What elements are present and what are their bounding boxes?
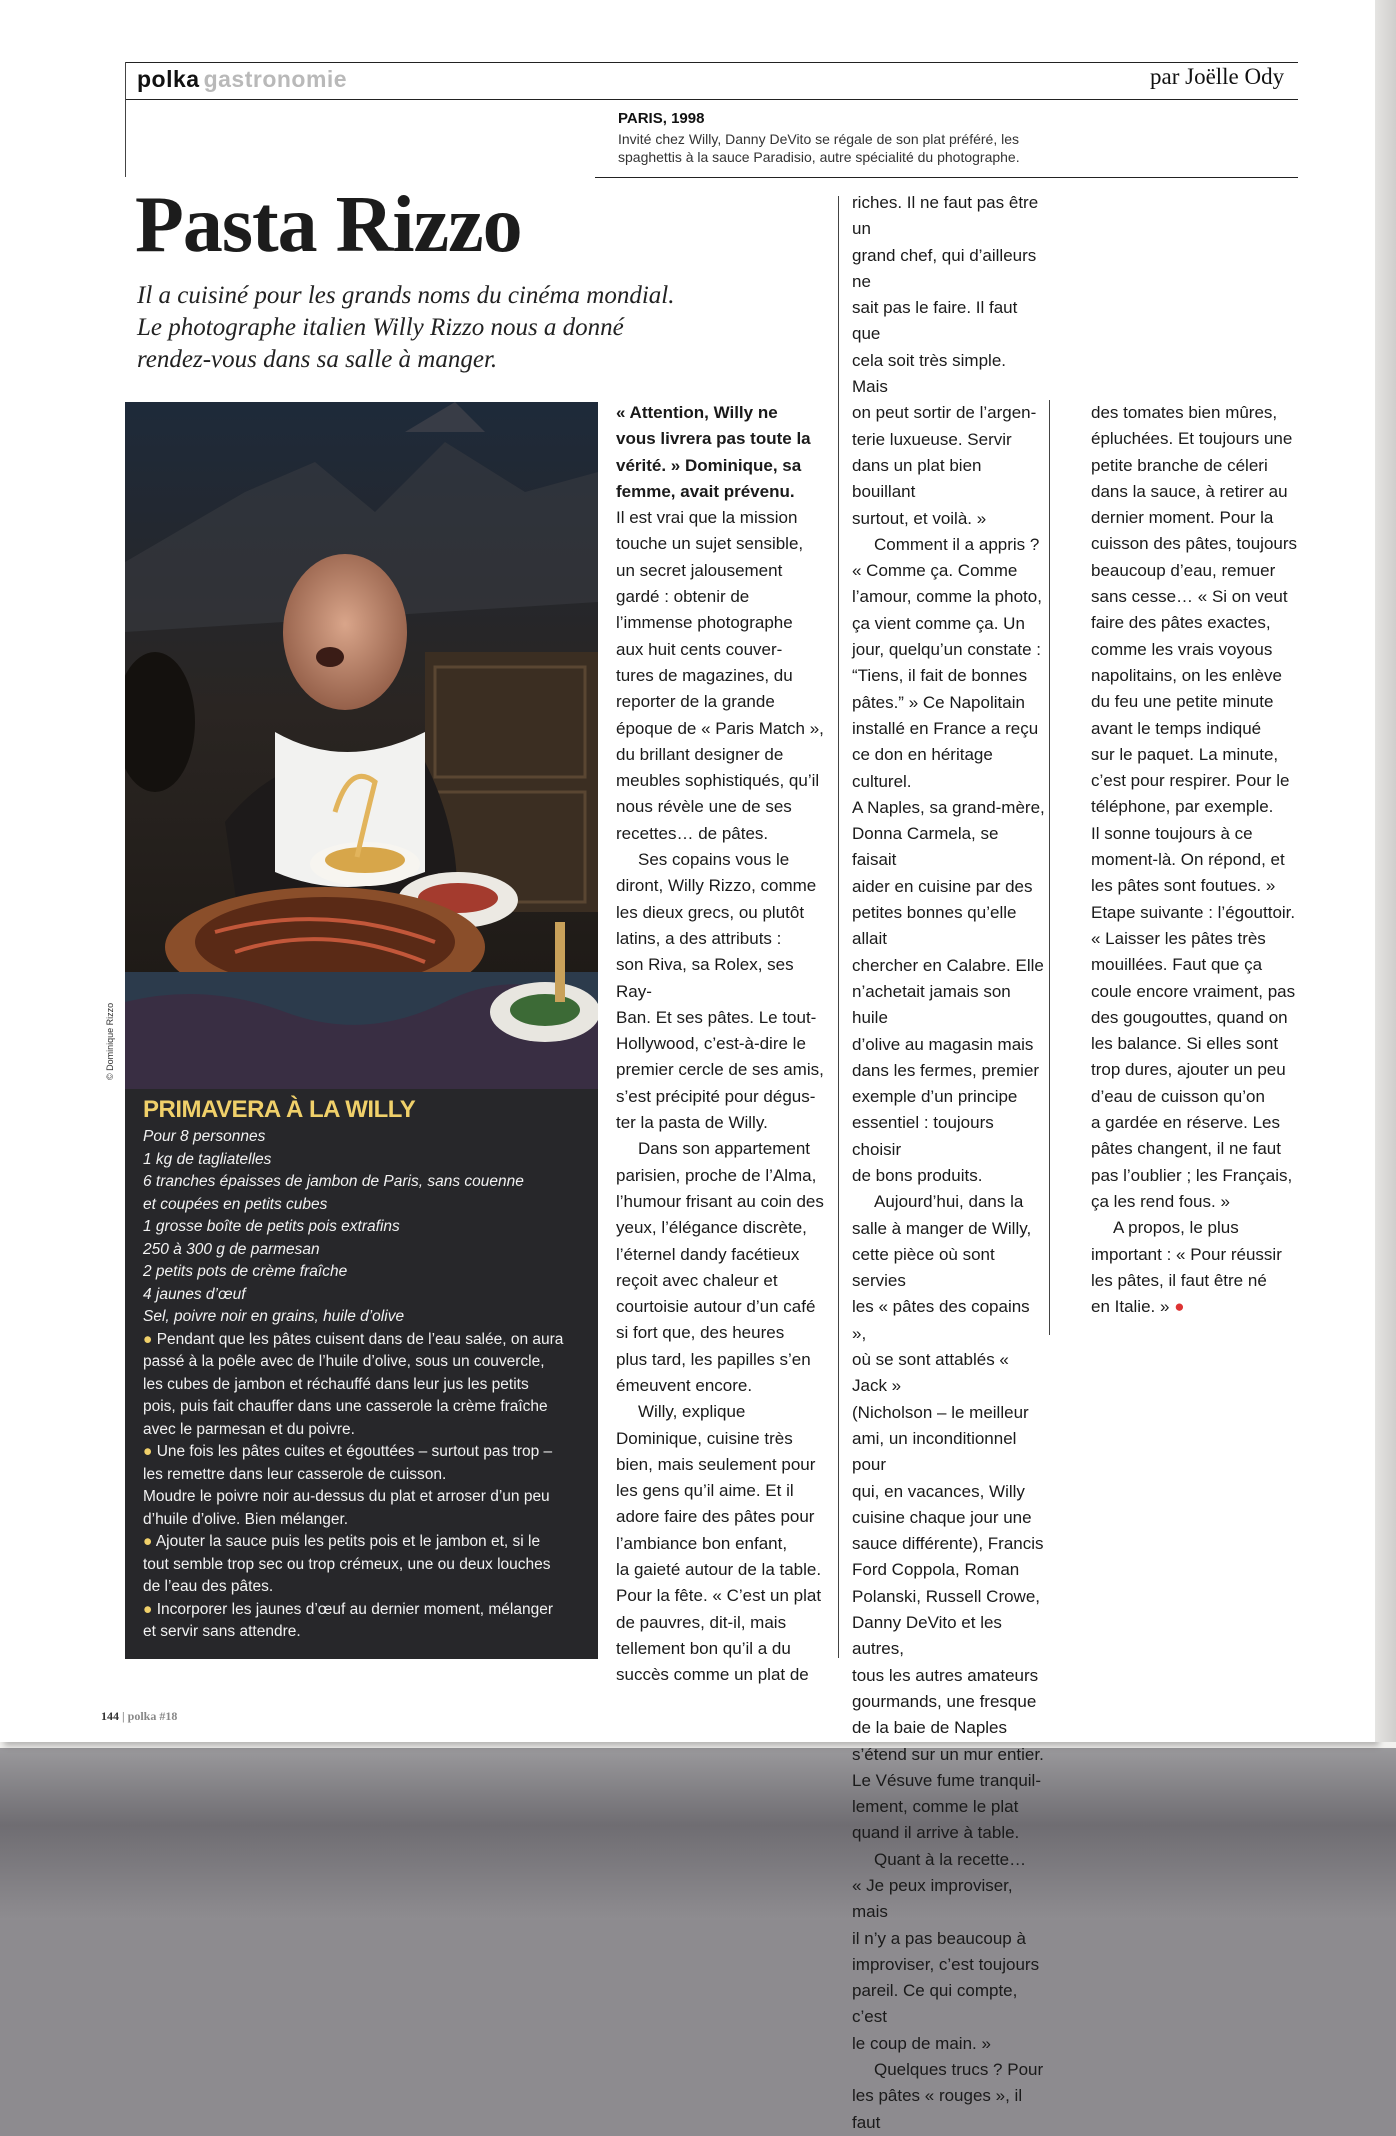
text-line: “Tiens, il fait de bonnes bbox=[852, 666, 1028, 686]
text-line: important : « Pour réussir bbox=[1091, 1244, 1282, 1264]
text-line: latins, a des attributs : bbox=[616, 928, 782, 948]
text-line: beaucoup d’eau, remuer bbox=[1091, 560, 1276, 580]
text-line: cuisson des pâtes, toujours bbox=[1091, 534, 1298, 554]
recipe-step-line: de l’eau des pâtes. bbox=[143, 1578, 274, 1595]
bullet-icon: ● bbox=[143, 1443, 153, 1460]
recipe-title: PRIMAVERA À LA WILLY bbox=[143, 1096, 416, 1123]
text-line: courtoisie autour d’un café bbox=[616, 1297, 816, 1317]
text-line: où se sont attablés « Jack » bbox=[852, 1350, 1009, 1396]
caption-line: spaghettis à la sauce Paradisio, autre spécialité du photographe. bbox=[618, 149, 1020, 165]
text-line: parisien, proche de l’Alma, bbox=[616, 1165, 817, 1185]
text-line: cela soit très simple. Mais bbox=[852, 350, 1006, 397]
text-line: de la baie de Naples bbox=[852, 1718, 1008, 1738]
text-line: Danny DeVito et les autres, bbox=[852, 1613, 1002, 1659]
text-line: riches. Il ne faut pas être un bbox=[852, 193, 1039, 239]
text-line: dans la sauce, à retirer au bbox=[1091, 481, 1288, 501]
text-line: quand il arrive à table. bbox=[852, 1823, 1020, 1843]
article-column-3 bbox=[1091, 400, 1311, 1320]
text-line: les pâtes, il faut être né bbox=[1091, 1270, 1267, 1290]
footer-magazine: polka bbox=[127, 1709, 157, 1723]
article-photo bbox=[125, 402, 598, 1089]
text-line: sauce différente), Francis bbox=[852, 1534, 1044, 1554]
text-line: dernier moment. Pour la bbox=[1091, 508, 1274, 528]
header-bottom-rule bbox=[125, 99, 1298, 100]
recipe-step-line: ● Pendant que les pâtes cuisent dans de l’eau salée, on aura bbox=[143, 1330, 564, 1348]
text-line: Ses copains vous le bbox=[638, 850, 790, 870]
text-line: ça vient comme ça. Un bbox=[852, 613, 1025, 633]
text-line: ce don en héritage culturel. bbox=[852, 745, 993, 791]
text-line: petite branche de céleri bbox=[1091, 455, 1268, 475]
bullet-icon: ● bbox=[143, 1533, 153, 1550]
text-line: terie luxueuse. Servir bbox=[852, 429, 1012, 449]
recipe-step-line: tout semble trop sec ou trop crémeux, une ou deux louches bbox=[143, 1555, 551, 1573]
text-line: d’eau de cuisson qu’on bbox=[1091, 1086, 1265, 1106]
lead-line: « Attention, Willy ne bbox=[616, 403, 778, 422]
header-left-rule bbox=[125, 62, 126, 177]
text-line: plus tard, les papilles s’en bbox=[616, 1349, 811, 1369]
text-line: Pour la fête. « C’est un plat bbox=[616, 1586, 822, 1606]
text-line: succès comme un plat de bbox=[616, 1665, 809, 1685]
text-line: l’ambiance bon enfant, bbox=[616, 1533, 788, 1553]
recipe-step-line: les remettre dans leur casserole de cuisson. bbox=[143, 1465, 447, 1483]
text-line: tous les autres amateurs bbox=[852, 1665, 1039, 1685]
text-line: s’étend sur un mur entier. bbox=[852, 1744, 1044, 1764]
text-line: nous révèle une de ses bbox=[616, 797, 792, 817]
text-line: en Italie. » ● bbox=[1091, 1297, 1185, 1317]
recipe-step-line: et servir sans attendre. bbox=[143, 1623, 301, 1640]
article-headline: Pasta Rizzo bbox=[135, 181, 522, 269]
text-line: le coup de main. » bbox=[852, 2033, 991, 2053]
text-line: pareil. Ce qui compte, c’est bbox=[852, 1981, 1018, 2027]
text-line: adore faire des pâtes pour bbox=[616, 1507, 815, 1527]
text-line: Le Vésuve fume tranquil- bbox=[852, 1770, 1041, 1790]
text-line: les dieux grecs, ou plutôt bbox=[616, 902, 805, 922]
text-line: Dominique, cuisine très bbox=[616, 1428, 793, 1448]
text-line: chercher en Calabre. Elle bbox=[852, 955, 1044, 975]
caption-line: Invité chez Willy, Danny DeVito se régale de son plat préféré, les bbox=[618, 131, 1020, 147]
text-line: (Nicholson – le meilleur bbox=[852, 1402, 1029, 1422]
text-line: tures de magazines, du bbox=[616, 665, 793, 685]
text-line: petites bonnes qu’elle allait bbox=[852, 903, 1017, 949]
text-line: de pauvres, dit-il, mais bbox=[616, 1612, 787, 1632]
text-line: cette pièce où sont servies bbox=[852, 1244, 995, 1291]
text-line: meubles sophistiqués, qu’il bbox=[616, 771, 820, 791]
text-line: Etape suivante : l’égouttoir. bbox=[1091, 902, 1296, 922]
column-rule bbox=[1049, 400, 1050, 1335]
recipe-step-line: pois, puis fait chauffer dans une casserole la crème fraîche bbox=[143, 1398, 548, 1415]
text-line: sans cesse… « Si on veut bbox=[1091, 587, 1288, 607]
text-line: n’achetait jamais son huile bbox=[852, 981, 1011, 1028]
text-line: coule encore vraiment, pas bbox=[1091, 981, 1296, 1001]
text-line: moment-là. On répond, et bbox=[1091, 850, 1285, 870]
text-line: les pâtes sont foutues. » bbox=[1091, 876, 1276, 896]
text-line: dans un plat bien bouillant bbox=[852, 455, 982, 502]
text-line: du feu une petite minute bbox=[1091, 692, 1274, 712]
text-line: salle à manger de Willy, bbox=[852, 1218, 1032, 1238]
text-line: pâtes changent, il ne faut bbox=[1091, 1139, 1281, 1159]
text-line: Dans son appartement bbox=[638, 1139, 810, 1159]
section-subname: gastronomie bbox=[203, 66, 348, 92]
recipe-step-line: les cubes de jambon et réchauffé dans leur jus les petits bbox=[143, 1375, 529, 1393]
text-line: Hollywood, c’est-à-dire le bbox=[616, 1034, 806, 1054]
page-number: 144 bbox=[101, 1709, 119, 1723]
recipe-ingredient: 4 jaunes d’œuf bbox=[143, 1285, 246, 1303]
recipe-step-line: avec le parmesan et du poivre. bbox=[143, 1420, 355, 1438]
text-line: les balance. Si elles sont bbox=[1091, 1034, 1279, 1054]
text-line: c’est pour respirer. Pour le bbox=[1091, 771, 1290, 791]
recipe-ingredient: 1 kg de tagliatelles bbox=[143, 1150, 272, 1168]
text-line: son Riva, sa Rolex, ses Ray- bbox=[616, 955, 794, 1001]
scanner-bed bbox=[0, 1748, 1396, 1920]
column-rule bbox=[838, 196, 839, 1658]
text-line: napolitains, on les enlève bbox=[1091, 665, 1282, 685]
text-line: émeuvent encore. bbox=[616, 1375, 753, 1395]
text-line: ami, un inconditionnel pour bbox=[852, 1428, 1017, 1475]
recipe-step-line: Moudre le poivre noir au-dessus du plat et arroser d’un peu bbox=[143, 1488, 550, 1505]
text-line: Comment il a appris ? bbox=[874, 534, 1040, 554]
text-line: surtout, et voilà. » bbox=[852, 508, 987, 528]
text-line: improviser, c’est toujours bbox=[852, 1954, 1040, 1974]
section-name: polka bbox=[137, 66, 200, 92]
page-edge bbox=[1375, 0, 1396, 1742]
recipe-step-line: ● Une fois les pâtes cuites et égouttées – surtout pas trop – bbox=[143, 1443, 553, 1460]
photo-caption bbox=[618, 130, 1078, 166]
text-line: pâtes.” » Ce Napolitain bbox=[852, 692, 1025, 712]
text-line: « Laisser les pâtes très bbox=[1091, 928, 1266, 948]
text-line: recettes… de pâtes. bbox=[616, 823, 769, 843]
header-top-rule bbox=[125, 62, 1298, 63]
text-line: aux huit cents couver- bbox=[616, 639, 783, 659]
text-line: Aujourd’hui, dans la bbox=[874, 1192, 1024, 1212]
recipe-ingredient: 6 tranches épaisses de jambon de Paris, sans couenne bbox=[143, 1173, 524, 1190]
text-line: jour, quelqu’un constate : bbox=[852, 640, 1042, 660]
text-line: Polanski, Russell Crowe, bbox=[852, 1586, 1041, 1606]
recipe-ingredient: 2 petits pots de crème fraîche bbox=[143, 1263, 348, 1280]
text-line: comme les vrais voyous bbox=[1091, 639, 1273, 659]
text-line: mouillées. Faut que ça bbox=[1091, 955, 1263, 975]
text-line: tellement bon qu’il a du bbox=[616, 1638, 791, 1658]
text-line: « Comme ça. Comme bbox=[852, 561, 1018, 581]
text-line: l’humour frisant au coin des bbox=[616, 1191, 824, 1211]
article-column-2 bbox=[852, 190, 1046, 2136]
author-byline: par Joëlle Ody bbox=[1150, 64, 1285, 89]
text-line: la gaieté autour de la table. bbox=[616, 1560, 822, 1580]
text-line: trop dures, ajouter un peu bbox=[1091, 1060, 1286, 1080]
text-line: gardé : obtenir de bbox=[616, 587, 750, 607]
deck-line: Le photographe italien Willy Rizzo nous a donné bbox=[137, 314, 624, 341]
text-line: dans les fermes, premier bbox=[852, 1060, 1040, 1080]
text-line: A propos, le plus bbox=[1113, 1218, 1239, 1238]
text-line: téléphone, par exemple. bbox=[1091, 797, 1274, 817]
text-line: l’éternel dandy facétieux bbox=[616, 1244, 800, 1264]
bullet-icon: ● bbox=[143, 1330, 153, 1348]
recipe-ingredient: 1 grosse boîte de petits pois extrafins bbox=[143, 1218, 400, 1235]
text-line: grand chef, qui d’ailleurs ne bbox=[852, 245, 1037, 291]
lead-line: vérité. » Dominique, sa bbox=[616, 455, 802, 475]
text-line: du brillant designer de bbox=[616, 744, 784, 764]
text-line: lement, comme le plat bbox=[852, 1797, 1019, 1817]
text-line: pas l’oublier ; les Français, bbox=[1091, 1165, 1293, 1185]
text-line: touche un sujet sensible, bbox=[616, 534, 804, 554]
photo-credit: © Dominique Rizzo bbox=[105, 1002, 115, 1080]
recipe-step-line: ● Incorporer les jaunes d’œuf au dernier moment, mélanger bbox=[143, 1600, 553, 1618]
text-line: Il est vrai que la mission bbox=[616, 508, 798, 528]
deck-line: Il a cuisiné pour les grands noms du cinéma mondial. bbox=[137, 282, 675, 309]
recipe-ingredient: 250 à 300 g de parmesan bbox=[143, 1240, 320, 1258]
section-label bbox=[137, 66, 347, 93]
text-line: bien, mais seulement pour bbox=[616, 1454, 816, 1474]
text-line: ter la pasta de Willy. bbox=[616, 1113, 768, 1133]
text-line: l’immense photographe bbox=[616, 613, 793, 633]
recipe-step-line: ● Ajouter la sauce puis les petits pois et le jambon et, si le bbox=[143, 1533, 541, 1550]
text-line: Quant à la recette… bbox=[874, 1849, 1027, 1869]
text-line: sur le paquet. La minute, bbox=[1091, 744, 1279, 764]
text-line: yeux, l’élégance discrète, bbox=[616, 1218, 807, 1238]
text-line: cuisine chaque jour une bbox=[852, 1507, 1032, 1527]
text-line: reporter de la grande bbox=[616, 692, 775, 712]
text-line: gourmands, une fresque bbox=[852, 1691, 1037, 1711]
text-line: il n’y a pas beaucoup à bbox=[852, 1928, 1026, 1948]
recipe-step-line: passé à la poêle avec de l’huile d’olive, sous un couvercle, bbox=[143, 1353, 545, 1370]
footer-separator: | bbox=[122, 1709, 125, 1723]
text-line: époque de « Paris Match », bbox=[616, 718, 824, 738]
lead-line: vous livrera pas toute la bbox=[616, 429, 811, 449]
text-line: si fort que, des heures bbox=[616, 1323, 785, 1343]
text-line: des tomates bien mûres, bbox=[1091, 403, 1278, 422]
text-line: de bons produits. bbox=[852, 1165, 983, 1185]
text-line: aider en cuisine par des bbox=[852, 876, 1033, 896]
article-deck bbox=[137, 280, 737, 376]
text-line: installé en France a reçu bbox=[852, 718, 1039, 738]
text-line: d’olive au magasin mais bbox=[852, 1034, 1034, 1054]
deck-line: rendez-vous dans sa salle à manger. bbox=[137, 346, 498, 373]
text-line: Quelques trucs ? Pour bbox=[874, 2060, 1044, 2080]
text-line: les pâtes « rouges », il faut bbox=[852, 2086, 1023, 2132]
text-line: diront, Willy Rizzo, comme bbox=[616, 876, 817, 896]
recipe-ingredient: et coupées en petits cubes bbox=[143, 1195, 328, 1213]
text-line: sait pas le faire. Il faut que bbox=[852, 298, 1018, 344]
bullet-icon: ● bbox=[143, 1600, 153, 1618]
text-line: Ban. Et ses pâtes. Le tout- bbox=[616, 1007, 817, 1027]
text-line: des gougouttes, quand on bbox=[1091, 1007, 1288, 1027]
recipe-ingredient: Sel, poivre noir en grains, huile d’olive bbox=[143, 1308, 405, 1325]
text-line: un secret jalousement bbox=[616, 560, 783, 580]
text-line: essentiel : toujours choisir bbox=[852, 1113, 994, 1159]
text-line: premier cercle de ses amis, bbox=[616, 1060, 824, 1080]
text-line: faire des pâtes exactes, bbox=[1091, 613, 1271, 633]
text-line: s’est précipité pour dégus- bbox=[616, 1086, 816, 1106]
text-line: avant le temps indiqué bbox=[1091, 718, 1262, 738]
text-line: épluchées. Et toujours une bbox=[1091, 429, 1293, 449]
text-line: Willy, explique bbox=[638, 1402, 746, 1422]
text-line: A Naples, sa grand-mère, bbox=[852, 797, 1045, 817]
text-line: l’amour, comme la photo, bbox=[852, 587, 1042, 607]
footer-issue: #18 bbox=[159, 1709, 178, 1723]
lead-line: femme, avait prévenu. bbox=[616, 481, 795, 501]
text-line: « Je peux improviser, mais bbox=[852, 1876, 1013, 1922]
text-line: Ford Coppola, Roman bbox=[852, 1560, 1020, 1580]
caption-bottom-rule bbox=[595, 177, 1298, 178]
text-line: Il sonne toujours à ce bbox=[1091, 823, 1253, 843]
text-line: ça les rend fous. » bbox=[1091, 1191, 1230, 1211]
text-line: on peut sortir de l’argen- bbox=[852, 403, 1037, 423]
text-line: Donna Carmela, se faisait bbox=[852, 824, 999, 870]
text-line: reçoit avec chaleur et bbox=[616, 1270, 778, 1290]
text-line: qui, en vacances, Willy bbox=[852, 1481, 1025, 1501]
text-line: les gens qu’il aime. Et il bbox=[616, 1481, 794, 1501]
photo-illustration bbox=[125, 402, 598, 1089]
text-line: a gardée en réserve. Les bbox=[1091, 1113, 1281, 1133]
photo-caption-title: PARIS, 1998 bbox=[618, 110, 705, 127]
recipe-body bbox=[143, 1126, 593, 1644]
recipe-ingredient: Pour 8 personnes bbox=[143, 1128, 266, 1145]
end-mark-icon: ● bbox=[1174, 1297, 1185, 1317]
article-column-1 bbox=[616, 400, 834, 1689]
recipe-step-line: d’huile d’olive. Bien mélanger. bbox=[143, 1510, 349, 1528]
text-line: les « pâtes des copains », bbox=[852, 1297, 1030, 1343]
page-footer bbox=[101, 1709, 177, 1724]
text-line: exemple d’un principe bbox=[852, 1087, 1018, 1107]
